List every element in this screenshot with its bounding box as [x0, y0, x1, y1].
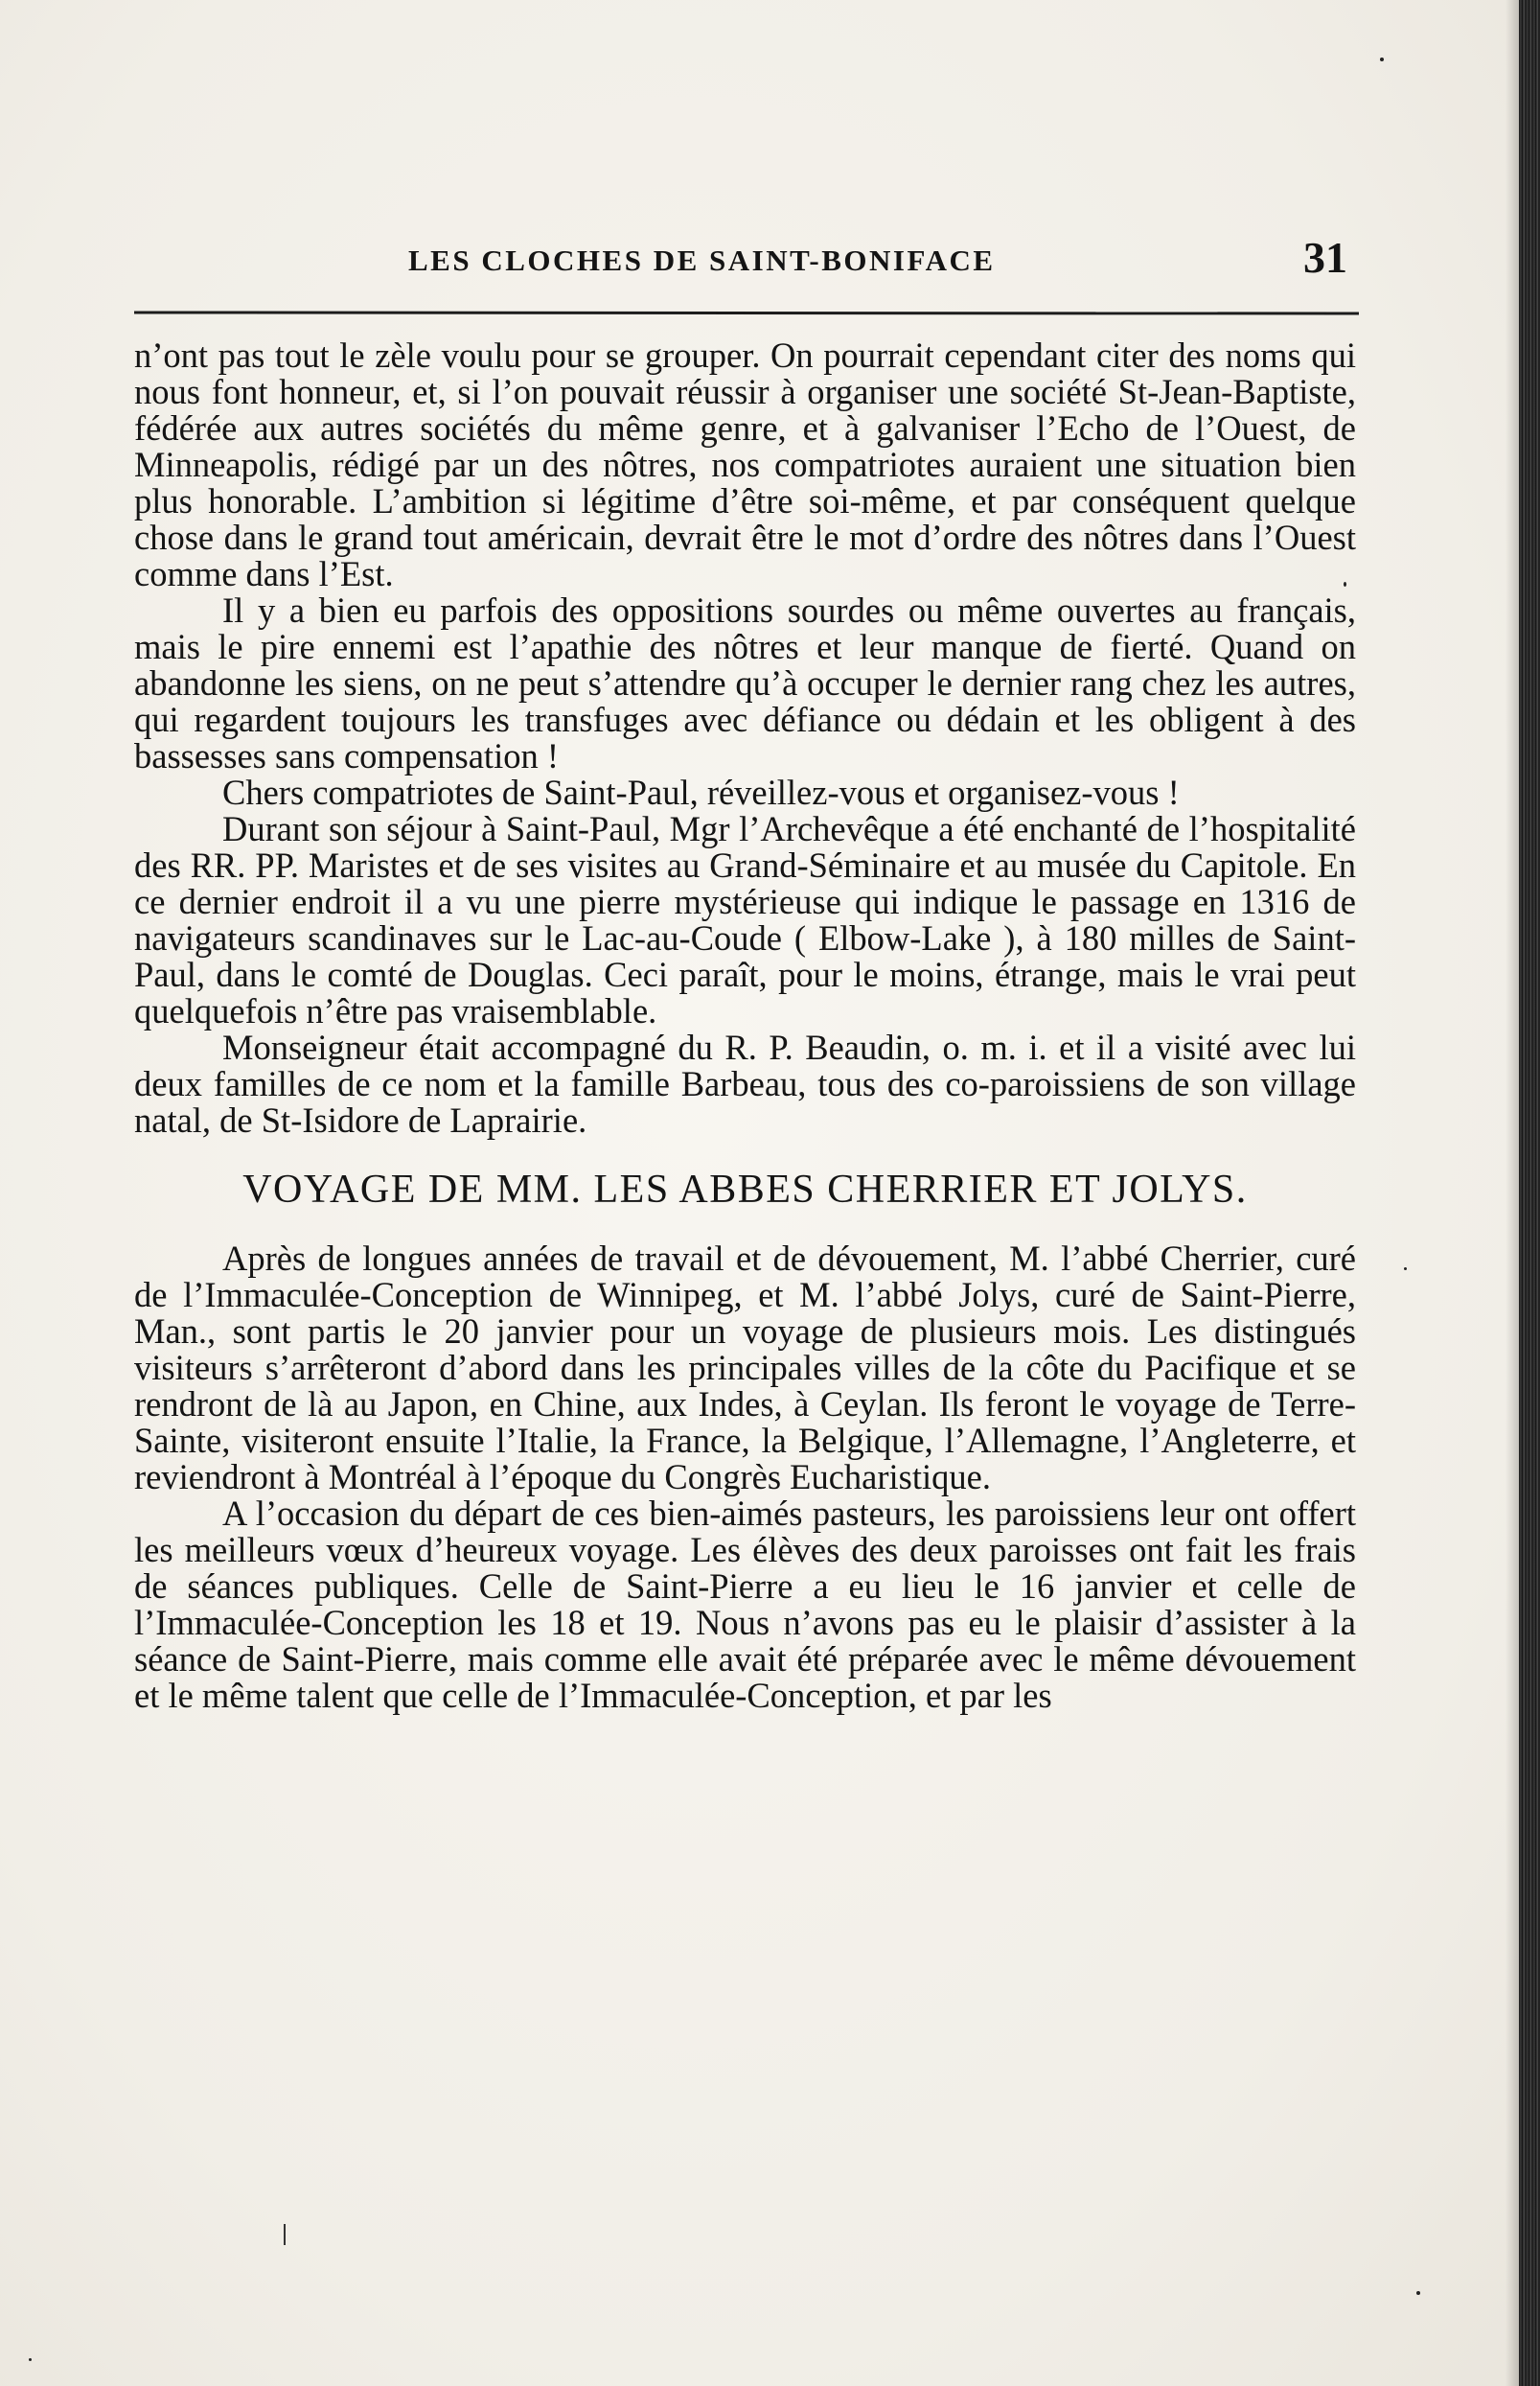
body-paragraph: Monseigneur était accompagné du R. P. Beaudin, o. m. i. et il a visité avec lui deux familles de ce nom et la famille Barbeau, tous des co-paroissiens de son village natal, de St-Isidore de Laprairie.: [134, 1028, 1356, 1140]
book-binding-edge: [1519, 0, 1540, 2386]
body-paragraph: Durant son séjour à Saint-Paul, Mgr l’Archevêque a été enchanté de l’hospitalité des RR. PP. Maristes et de ses visites au Grand-Séminaire et au musée du Capitole. En ce dernier endroit il a vu une pierre mystérieuse qui indique le passage en 1316 de navigateurs scandinaves sur le Lac-au-Coude ( Elbow-Lake ), à 180 milles de Saint-Paul, dans le comté de Douglas. Ceci paraît, pour le moins, étrange, mais le vrai peut quelquefois n’être pas vraisemblable.: [134, 809, 1356, 1031]
section-paragraph: A l’occasion du départ de ces bien-aimés pasteurs, les paroissiens leur ont offert les meilleurs vœux d’heureux voyage. Les élèves des deux paroisses ont fait les frais de séances publiques. Celle de Saint-Pierre a eu lieu le 16 janvier et celle de l’Immaculée-Conception les 18 et 19. Nous n’avons pas eu le plaisir d’assister à la séance de Saint-Pierre, mais comme elle avait été préparée avec le même dévouement et le même talent que celle de l’Immaculée-Conception, et par les: [134, 1494, 1356, 1715]
page-body: [134, 337, 1356, 1714]
ink-speck: [29, 2358, 32, 2361]
ink-speck: [1416, 2291, 1420, 2295]
body-paragraph: Il y a bien eu parfois des oppositions sourdes ou même ouvertes au français, mais le pire ennemi est l’apathie des nôtres et leur manque de fierté. Quand on abandonne les siens, on ne peut s’attendre qu’à occuper le dernier rang chez les autres, qui regardent toujours les transfuges avec défiance ou dédain et les obligent à des bassesses sans compensation !: [134, 591, 1356, 776]
header-rule: [134, 311, 1359, 314]
section-heading: VOYAGE DE MM. LES ABBES CHERRIER ET JOLYS.: [242, 1168, 1248, 1212]
body-paragraph: Chers compatriotes de Saint-Paul, réveillez-vous et organisez-vous !: [222, 773, 1180, 812]
page-number: 31: [1303, 233, 1347, 282]
section-paragraph: Après de longues années de travail et de dévouement, M. l’abbé Cherrier, curé de l’Immaculée-Conception de Winnipeg, et M. l’abbé Jolys, curé de Saint-Pierre, Man., sont partis le 20 janvier pour un voyage de plusieurs mois. Les distingués visiteurs s’arrêteront d’abord dans les principales villes de la côte du Pacifique et se rendront de là au Japon, en Chine, aux Indes, à Ceylan. Ils feront le voyage de Terre-Sainte, visiteront ensuite l’Italie, la France, la Belgique, l’Allemagne, l’Angleterre, et reviendront à Montréal à l’époque du Congrès Eucharistique.: [134, 1239, 1356, 1496]
page-header: [132, 232, 1359, 286]
print-mark: [284, 2224, 286, 2245]
ink-speck: [1380, 58, 1384, 61]
running-title: LES CLOCHES DE SAINT-BONIFACE: [408, 243, 996, 277]
ink-speck: [1404, 1267, 1407, 1270]
body-paragraph: n’ont pas tout le zèle voulu pour se grouper. On pourrait cependant citer des noms qui nous font honneur, et, si l’on pouvait réussir à organiser une société St-Jean-Baptiste, fédérée aux autres sociétés du même genre, et à galvaniser l’Echo de l’Ouest, de Minneapolis, rédigé par un des nôtres, nos compatriotes auraient une situation bien plus honorable. L’ambition si légitime d’être soi-même, et par conséquent quelque chose dans le grand tout américain, devrait être le mot d’ordre des nôtres dans l’Ouest comme dans l’Est.: [134, 336, 1356, 593]
binding-shadow: [1506, 0, 1519, 2386]
